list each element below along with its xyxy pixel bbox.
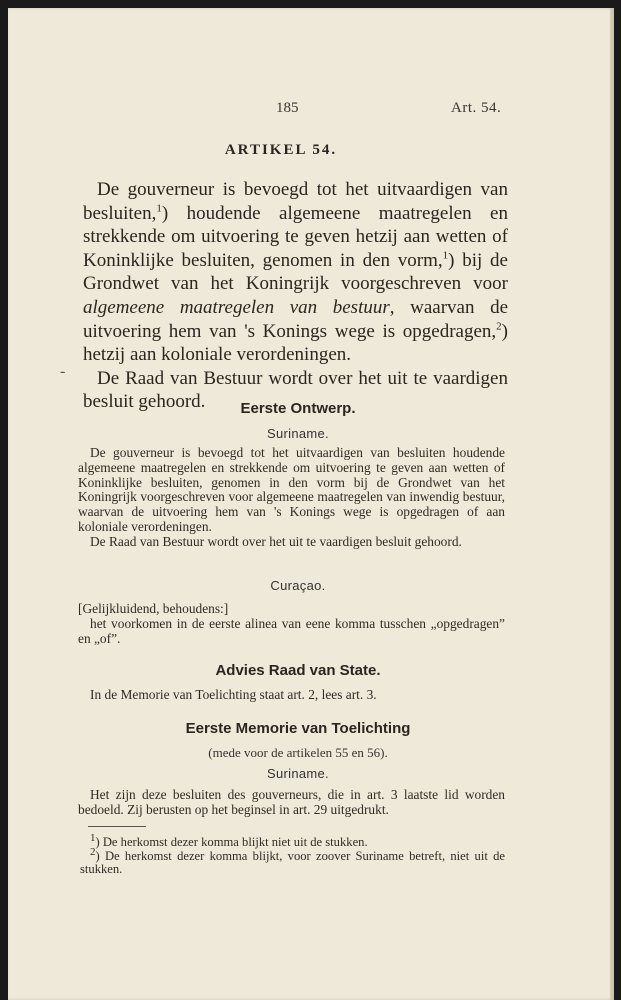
page-number: 185	[276, 100, 299, 116]
memorie-paragraph: Het zijn deze besluiten des gouverneurs, die in art. 3 laatste lid worden bedoeld. Zij berusten op het beginsel in art. 29 uitgedrukt.	[78, 787, 505, 817]
curacao-paragraph-1: [Gelijkluidend, behoudens:]	[78, 601, 229, 616]
article-paragraph-1: De gouverneur is bevoegd tot het uitvaardigen van besluiten,$^1$) houdende algemeene maatregelen en strekkende om uitvoering te geven hetzij aan wetten of Koninklijke besluiten, genomen in den vorm,$^1$) bij de Grondwet van het Koningrijk voorgeschreven voor algemeene maatregelen van bestuur, waarvan de uitvoering hem van 's Konings wege is opgedragen,$^2$) hetzij aan koloniale verordeningen.	[83, 179, 509, 366]
subheading-suriname: Suriname.	[267, 426, 329, 441]
book-page	[8, 8, 614, 1000]
subheading-suriname-2: Suriname.	[267, 766, 329, 781]
article-title: ARTIKEL 54.	[224, 142, 338, 158]
subheading-curacao: Curaçao.	[270, 578, 326, 593]
footnote-1: 1) De herkomst dezer komma blijkt niet uit de stukken.	[90, 831, 368, 849]
advies-text	[78, 688, 505, 703]
article-text	[83, 178, 508, 414]
memorie-text	[78, 788, 505, 818]
section-heading-eerste-ontwerp: Eerste Ontwerp.	[240, 400, 356, 417]
margin-mark: -	[60, 363, 66, 380]
running-header	[8, 100, 614, 122]
eerste-ontwerp-paragraph-2: De Raad van Bestuur wordt over het uit te vaardigen besluit gehoord.	[90, 533, 462, 549]
eerste-ontwerp-text	[78, 446, 505, 550]
italic-term: algemeene maatregelen van bestuur	[83, 296, 390, 318]
footnote-ref: 1	[156, 202, 162, 215]
curacao-paragraph-2: het voorkomen in de eerste alinea van eene komma tusschen „opgedragen” en „of”.	[78, 615, 505, 646]
footnote-ref: 1	[442, 249, 449, 262]
memorie-subtitle: (mede voor de artikelen 55 en 56).	[208, 745, 388, 760]
footnotes	[80, 831, 505, 877]
article-reference: Art. 54.	[451, 100, 502, 116]
footnote-divider	[88, 826, 146, 827]
section-heading-advies: Advies Raad van State.	[215, 662, 381, 679]
footnote-ref: 2	[496, 320, 502, 333]
advies-paragraph: In de Memorie van Toelichting staat art. 2, lees art. 3.	[90, 687, 377, 702]
section-heading-memorie: Eerste Memorie van Toelichting	[185, 720, 411, 737]
footnote-2: 2) De herkomst dezer komma blijkt, voor zoover Suriname betreft, niet uit de stukken.	[80, 845, 505, 877]
article-paragraph-2: De Raad van Bestuur wordt over het uit te vaardigen besluit gehoord.	[83, 367, 508, 413]
curacao-text	[78, 602, 505, 646]
eerste-ontwerp-paragraph-1: De gouverneur is bevoegd tot het uitvaardigen van besluiten houdende algemeene maatregelen en strekkende om uitvoering te geven aan wetten of Koninklijke besluiten, genomen in den vorm bij de Grondwet van het Koningrijk voorgeschreven voor algemeene maatregelen van inwendig bestuur, waarvan de uitvoering hem van 's Konings wege is opgedragen of aan koloniale verordeningen.	[78, 445, 505, 534]
